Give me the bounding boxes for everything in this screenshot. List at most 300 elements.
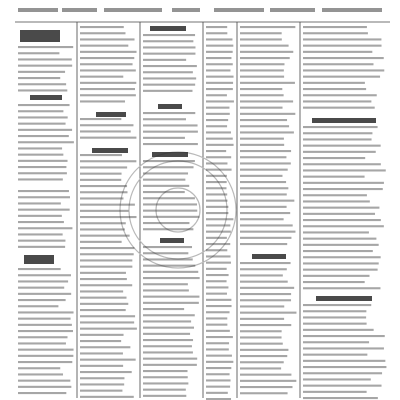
text-line <box>303 45 382 47</box>
text-line <box>18 367 60 369</box>
text-line <box>303 57 384 59</box>
text-line <box>206 38 232 40</box>
heading <box>24 255 54 264</box>
text-line <box>240 224 293 226</box>
text-line <box>143 395 186 397</box>
text-line <box>18 240 65 242</box>
text-line <box>240 57 290 59</box>
text-line <box>303 69 384 71</box>
text-line <box>240 330 282 332</box>
text-line <box>18 83 66 85</box>
text-line <box>240 38 282 40</box>
text-line <box>303 341 369 343</box>
text-line <box>206 218 233 220</box>
text-line <box>240 169 288 171</box>
text-line <box>18 129 72 131</box>
text-line <box>18 166 66 168</box>
text-line <box>240 343 283 345</box>
text-line <box>80 69 136 71</box>
text-line <box>80 290 123 292</box>
text-line <box>303 88 366 90</box>
text-line <box>143 302 199 304</box>
text-line <box>206 212 228 214</box>
text-line <box>206 361 233 363</box>
text-line <box>303 100 371 102</box>
text-line <box>80 266 132 268</box>
text-line <box>303 194 367 196</box>
text-line <box>206 131 231 133</box>
text-line <box>303 310 366 312</box>
text-line <box>240 237 291 239</box>
text-line <box>80 179 121 181</box>
text-line <box>206 119 228 121</box>
text-line <box>303 200 370 202</box>
text-line <box>240 206 287 208</box>
text-line <box>143 308 184 310</box>
text-line <box>18 65 72 67</box>
text-lines <box>18 8 386 400</box>
text-line <box>206 82 233 84</box>
text-line <box>143 376 188 378</box>
text-line <box>303 207 379 209</box>
header-text-line <box>322 8 382 12</box>
text-line <box>80 259 132 261</box>
text-line <box>240 243 287 245</box>
text-line <box>80 303 128 305</box>
header-text-line <box>62 8 97 12</box>
text-line <box>303 354 367 356</box>
text-line <box>143 370 188 372</box>
text-line <box>18 287 64 289</box>
text-line <box>303 219 381 221</box>
text-line <box>80 100 125 102</box>
text-line <box>18 116 68 118</box>
text-line <box>143 53 195 55</box>
text-line <box>240 144 284 146</box>
text-line <box>143 333 190 335</box>
text-line <box>80 278 127 280</box>
text-line <box>143 382 188 384</box>
text-line <box>18 178 63 180</box>
text-line <box>80 124 133 126</box>
text-line <box>80 334 124 336</box>
text-line <box>206 150 226 152</box>
text-line <box>143 389 186 391</box>
text-line <box>240 94 284 96</box>
text-line <box>206 255 231 257</box>
text-line <box>18 318 71 320</box>
text-line <box>143 222 189 224</box>
text-line <box>303 316 366 318</box>
text-line <box>206 342 229 344</box>
text-line <box>143 197 195 199</box>
text-line <box>18 324 72 326</box>
text-line <box>80 137 136 139</box>
text-line <box>206 76 234 78</box>
text-line <box>80 82 136 84</box>
text-line <box>18 58 72 60</box>
text-line <box>206 162 227 164</box>
text-line <box>303 304 371 306</box>
heading <box>312 118 376 123</box>
text-line <box>206 268 227 270</box>
text-line <box>80 45 128 47</box>
text-line <box>240 187 288 189</box>
text-line <box>303 366 386 368</box>
text-line <box>143 143 198 145</box>
text-line <box>240 305 284 307</box>
text-line <box>206 32 227 34</box>
text-line <box>206 379 231 381</box>
text-line <box>80 371 132 373</box>
text-line <box>18 89 67 91</box>
text-line <box>303 329 374 331</box>
text-line <box>206 125 227 127</box>
text-line <box>143 112 195 114</box>
text-line <box>80 154 122 156</box>
text-line <box>80 390 122 392</box>
text-line <box>80 328 137 330</box>
text-line <box>80 222 126 224</box>
text-line <box>18 104 70 106</box>
text-line <box>206 311 230 313</box>
text-line <box>206 200 227 202</box>
text-line <box>18 311 74 313</box>
text-line <box>18 361 72 363</box>
text-line <box>143 358 197 360</box>
text-line <box>143 34 195 36</box>
text-line <box>18 299 66 301</box>
text-line <box>80 272 126 274</box>
heading <box>20 30 60 42</box>
text-line <box>240 336 282 338</box>
text-line <box>303 385 382 387</box>
text-line <box>240 262 291 264</box>
text-line <box>240 281 288 283</box>
text-line <box>303 38 381 40</box>
text-line <box>206 392 228 394</box>
text-line <box>143 327 194 329</box>
text-line <box>18 268 61 270</box>
text-line <box>206 107 229 109</box>
text-line <box>18 215 62 217</box>
text-line <box>303 262 379 264</box>
text-line <box>80 365 123 367</box>
text-line <box>206 231 231 233</box>
text-line <box>18 330 73 332</box>
text-line <box>206 69 230 71</box>
text-line <box>143 166 194 168</box>
text-line <box>240 76 284 78</box>
text-line <box>18 52 59 54</box>
text-line <box>143 271 198 273</box>
text-line <box>303 145 381 147</box>
text-line <box>206 94 227 96</box>
text-line <box>303 107 375 109</box>
text-line <box>80 321 134 323</box>
text-line <box>240 107 283 109</box>
text-line <box>18 280 68 282</box>
text-line <box>143 320 191 322</box>
text-line <box>80 173 122 175</box>
text-line <box>206 224 230 226</box>
text-line <box>303 397 378 399</box>
text-line <box>206 324 227 326</box>
text-line <box>206 330 230 332</box>
text-line <box>80 191 127 193</box>
text-line <box>240 299 291 301</box>
text-line <box>303 360 385 362</box>
text-line <box>206 386 230 388</box>
text-line <box>303 126 378 128</box>
text-line <box>303 250 373 252</box>
text-line <box>143 59 186 61</box>
text-line <box>303 138 372 140</box>
text-line <box>240 349 288 351</box>
text-line <box>240 361 284 363</box>
text-line <box>206 156 231 158</box>
text-line <box>240 69 284 71</box>
text-line <box>143 131 198 133</box>
text-line <box>18 392 66 394</box>
text-line <box>303 281 365 283</box>
text-line <box>240 162 291 164</box>
text-line <box>18 172 67 174</box>
text-line <box>240 392 288 394</box>
text-line <box>143 246 192 248</box>
text-line <box>206 100 234 102</box>
text-line <box>240 324 291 326</box>
text-line <box>206 51 233 53</box>
text-line <box>18 342 66 344</box>
header-text-line <box>104 8 162 12</box>
text-line <box>240 63 284 65</box>
text-line <box>143 71 193 73</box>
text-line <box>18 202 61 204</box>
text-line <box>303 275 370 277</box>
text-line <box>206 88 233 90</box>
text-line <box>80 130 131 132</box>
text-line <box>240 386 292 388</box>
text-line <box>240 113 295 115</box>
text-line <box>80 383 124 385</box>
text-line <box>303 82 365 84</box>
text-line <box>18 123 66 125</box>
heading <box>30 95 62 100</box>
text-line <box>18 160 68 162</box>
text-line <box>240 374 291 376</box>
text-line <box>240 100 293 102</box>
text-line <box>143 124 198 126</box>
text-line <box>206 144 234 146</box>
text-line <box>240 119 287 121</box>
text-line <box>18 46 73 48</box>
text-line <box>143 289 189 291</box>
text-line <box>80 346 130 348</box>
text-line <box>18 190 69 192</box>
text-line <box>18 141 74 143</box>
text-line <box>240 355 287 357</box>
text-line <box>303 213 375 215</box>
text-line <box>303 188 383 190</box>
text-line <box>18 233 63 235</box>
text-line <box>240 318 284 320</box>
text-line <box>240 367 281 369</box>
text-line <box>143 185 189 187</box>
text-line <box>80 204 135 206</box>
text-line <box>143 364 197 366</box>
text-line <box>303 157 365 159</box>
header-text-line <box>172 8 200 12</box>
text-line <box>303 287 380 289</box>
text-line <box>240 82 295 84</box>
heading <box>158 104 182 109</box>
text-line <box>80 38 135 40</box>
text-line <box>143 252 188 254</box>
text-line <box>303 269 378 271</box>
text-line <box>18 110 63 112</box>
text-line <box>206 169 232 171</box>
text-line <box>143 216 199 218</box>
text-line <box>143 228 193 230</box>
text-line <box>143 283 188 285</box>
text-line <box>80 241 122 243</box>
text-line <box>143 179 185 181</box>
text-line <box>143 191 185 193</box>
heading <box>316 296 372 301</box>
text-line <box>143 314 195 316</box>
text-line <box>80 359 136 361</box>
text-line <box>206 286 228 288</box>
header-text-line <box>214 8 264 12</box>
text-line <box>143 345 192 347</box>
text-line <box>303 323 367 325</box>
text-line <box>80 26 124 28</box>
text-line <box>18 227 72 229</box>
text-line <box>240 88 282 90</box>
text-line <box>206 138 233 140</box>
text-line <box>240 26 295 28</box>
text-line <box>240 380 296 382</box>
text-line <box>80 197 123 199</box>
text-line <box>80 396 134 398</box>
text-line <box>80 76 123 78</box>
text-line <box>303 76 380 78</box>
text-line <box>206 305 232 307</box>
text-line <box>80 94 136 96</box>
text-line <box>18 209 70 211</box>
text-line <box>206 355 232 357</box>
text-line <box>80 297 126 299</box>
text-line <box>18 274 71 276</box>
text-line <box>206 187 226 189</box>
text-line <box>18 355 73 357</box>
text-line <box>206 293 227 295</box>
text-line <box>143 84 195 86</box>
text-line <box>18 246 65 248</box>
text-line <box>240 293 291 295</box>
text-line <box>303 372 382 374</box>
text-line <box>18 135 69 137</box>
text-line <box>80 32 125 34</box>
text-line <box>206 57 231 59</box>
text-line <box>206 262 231 264</box>
text-line <box>206 299 231 301</box>
text-line <box>303 347 384 349</box>
header-text-line <box>18 8 58 12</box>
text-line <box>206 63 233 65</box>
text-line <box>18 221 64 223</box>
text-line <box>80 247 134 249</box>
text-line <box>80 210 129 212</box>
text-line <box>18 349 74 351</box>
text-line <box>80 185 127 187</box>
text-line <box>240 32 282 34</box>
text-line <box>240 181 286 183</box>
text-line <box>206 243 230 245</box>
text-line <box>206 181 227 183</box>
text-line <box>143 203 197 205</box>
text-line <box>240 138 284 140</box>
text-line <box>143 210 197 212</box>
text-line <box>80 235 130 237</box>
text-line <box>303 63 373 65</box>
text-line <box>240 193 287 195</box>
text-line <box>303 256 381 258</box>
text-line <box>240 175 282 177</box>
heading <box>152 152 188 157</box>
text-line <box>143 277 200 279</box>
text-line <box>206 348 229 350</box>
text-line <box>303 231 369 233</box>
text-line <box>143 296 199 298</box>
text-line <box>18 293 71 295</box>
text-line <box>206 373 230 375</box>
text-line <box>240 218 284 220</box>
text-line <box>206 175 227 177</box>
text-line <box>18 196 70 198</box>
text-line <box>80 284 132 286</box>
text-line <box>80 352 123 354</box>
text-line <box>303 94 377 96</box>
text-line <box>240 312 296 314</box>
text-line <box>240 287 294 289</box>
text-line <box>303 378 371 380</box>
text-line <box>240 274 283 276</box>
text-line <box>80 63 133 65</box>
text-line <box>206 45 233 47</box>
text-line <box>18 77 60 79</box>
text-line <box>303 32 368 34</box>
text-line <box>80 309 126 311</box>
text-line <box>143 46 195 48</box>
text-line <box>80 253 134 255</box>
text-line <box>143 265 195 267</box>
text-line <box>303 169 386 171</box>
heading <box>252 254 286 259</box>
text-line <box>143 339 193 341</box>
text-line <box>303 225 384 227</box>
text-line <box>303 163 381 165</box>
text-line <box>80 315 135 317</box>
text-line <box>240 125 289 127</box>
text-line <box>206 206 228 208</box>
text-line <box>143 118 186 120</box>
text-line <box>18 154 63 156</box>
text-line <box>18 305 58 307</box>
text-line <box>240 156 286 158</box>
text-line <box>18 380 70 382</box>
